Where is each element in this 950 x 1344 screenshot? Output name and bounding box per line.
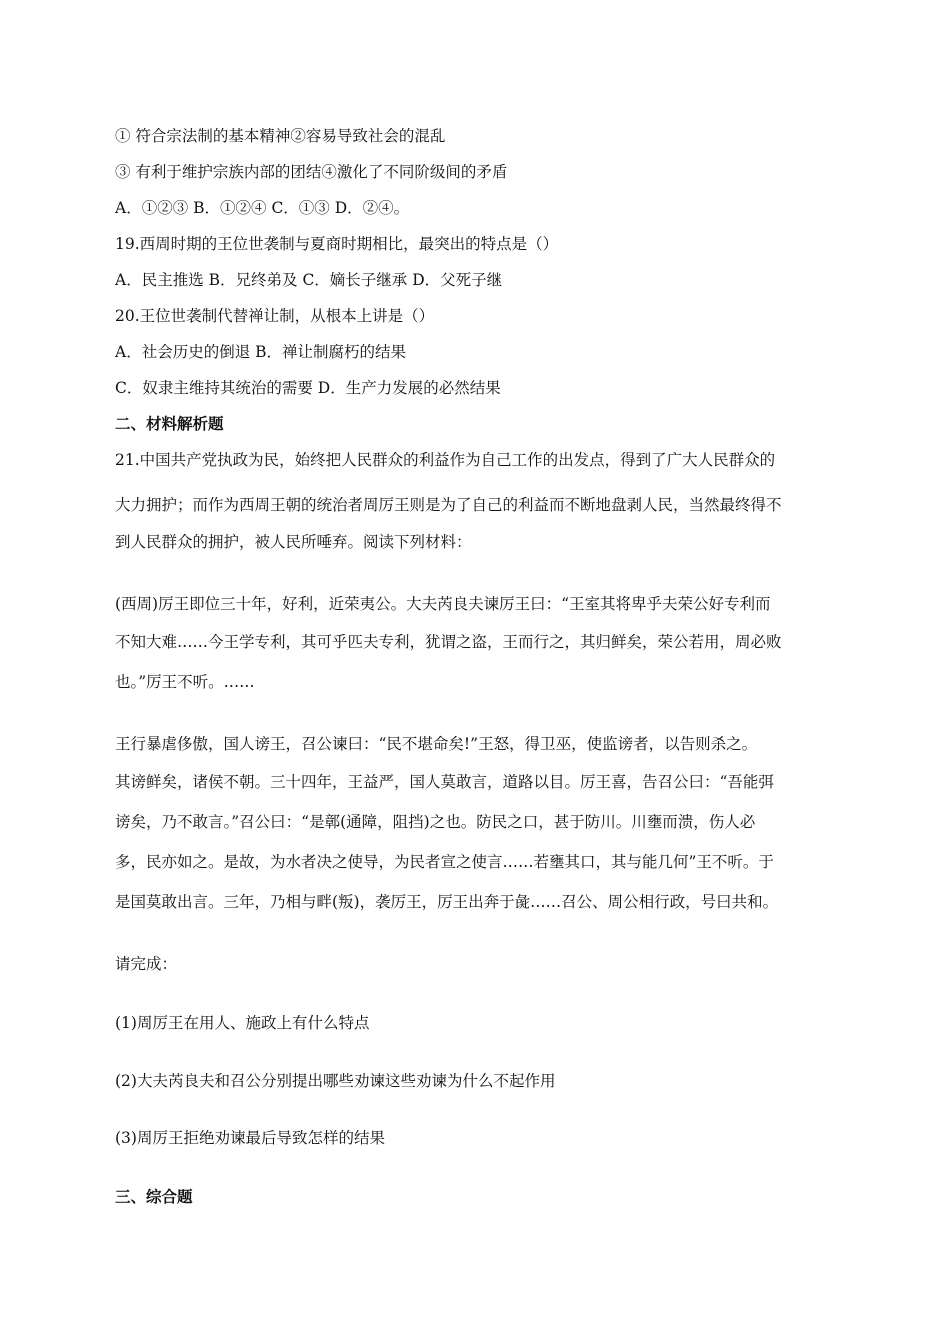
q20-stem: 20.王位世袭制代替禅让制，从根本上讲是（）	[115, 307, 435, 325]
q21-material-2-line-3: 谤矣，乃不敢言。”召公曰：“是鄣(通障，阻挡)之也。防民之口，甚于防川。川壅而溃，伤人必	[115, 813, 756, 831]
q21-subquestion-3: (3)周厉王拒绝劝谏最后导致怎样的结果	[115, 1129, 385, 1147]
q21-intro-line-2: 大力拥护；而作为西周王朝的统治者周厉王则是为了自己的利益而不断地盘剥人民，当然最终得不	[115, 496, 782, 514]
q21-intro-line-3: 到人民群众的拥护，被人民所唾弃。阅读下列材料：	[115, 533, 472, 551]
q21-material-2-line-2: 其谤鲜矣，诸侯不朝。三十四年，王益严，国人莫敢言，道路以目。厉王喜，告召公曰：“吾能弭	[115, 773, 774, 791]
q18-answer-choices: A．①②③ B．①②④ C．①③ D．②④。	[115, 199, 410, 217]
q19-stem: 19.西周时期的王位世袭制与夏商时期相比，最突出的特点是（）	[115, 235, 559, 253]
q18-options-line-2: ③ 有利于维护宗族内部的团结④激化了不同阶级间的矛盾	[115, 163, 508, 181]
q19-answer-choices: A．民主推选 B．兄终弟及 C．嫡长子继承 D．父死子继	[115, 271, 503, 289]
q21-intro-line-1: 21.中国共产党执政为民，始终把人民群众的利益作为自己工作的出发点，得到了广大人民群众的	[115, 451, 776, 469]
section-2-heading: 二、材料解析题	[115, 415, 224, 433]
q20-answer-choices-line-1: A．社会历史的倒退 B．禅让制腐朽的结果	[115, 343, 407, 361]
q21-material-1-line-1: (西周)厉王即位三十年，好利，近荣夷公。大夫芮良夫谏厉王曰：“王室其将卑乎夫荣公好专利而	[115, 595, 771, 613]
q21-material-1-line-3: 也。”厉王不听。……	[115, 673, 255, 691]
q20-answer-choices-line-2: C．奴隶主维持其统治的需要 D．生产力发展的必然结果	[115, 379, 501, 397]
q21-material-2-line-1: 王行暴虐侈傲，国人谤王，召公谏曰：“民不堪命矣!”王怒，得卫巫，使监谤者，以告则杀之。	[115, 735, 758, 753]
section-3-heading: 三、综合题	[115, 1188, 193, 1206]
q21-prompt: 请完成：	[115, 955, 178, 973]
q21-subquestion-2: (2)大夫芮良夫和召公分别提出哪些劝谏这些劝谏为什么不起作用	[115, 1072, 556, 1090]
q21-material-1-line-2: 不知大难……今王学专利，其可乎匹夫专利，犹谓之盗，王而行之，其归鲜矣，荣公若用，周必败	[115, 633, 782, 651]
q21-material-2-line-5: 是国莫敢出言。三年，乃相与畔(叛)，袭厉王，厉王出奔于彘……召公、周公相行政，号曰共和。	[115, 893, 779, 911]
q18-options-line-1: ① 符合宗法制的基本精神②容易导致社会的混乱	[115, 127, 446, 145]
q21-subquestion-1: (1)周厉王在用人、施政上有什么特点	[115, 1014, 370, 1032]
q21-material-2-line-4: 多，民亦如之。是故，为水者决之使导，为民者宣之使言……若壅其口，其与能几何”王不听。于	[115, 853, 774, 871]
